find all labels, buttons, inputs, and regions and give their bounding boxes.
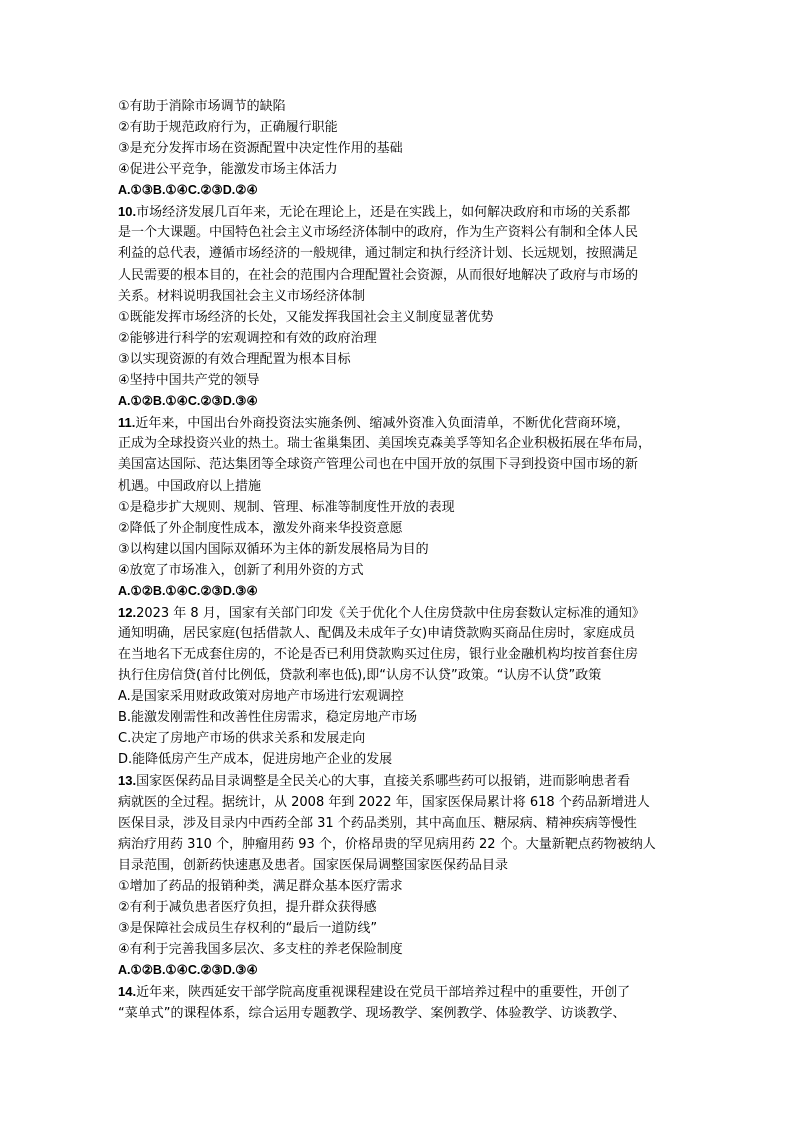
- q12-stem-line-2: 通知明确，居民家庭(包括借款人、配偶及未成年子女)申请贷款购买商品住房时，家庭成员: [118, 625, 636, 641]
- q11-option-3: ③以构建以国内国际双循环为主体的新发展格局为目的: [118, 541, 429, 557]
- q10-option-2: ②能够进行科学的宏观调控和有效的政府治理: [118, 330, 377, 346]
- q11-choices: A.①②B.①④C.②③D.③④: [118, 583, 258, 598]
- q9-option-1: ①有助于消除市场调节的缺陷: [118, 99, 286, 114]
- q13-choices: A.①②B.①④C.②③D.③④: [118, 963, 258, 978]
- q9-option-3: ③是充分发挥市场在资源配置中决定性作用的基础: [118, 141, 403, 156]
- q11-stem-line-1: [118, 412, 688, 433]
- q12-stem-text-1: 2023 年 8 月，国家有关部门印发《关于优化个人住房贷款中住房套数认定标准的通知》: [136, 605, 645, 621]
- q14-number: 14.: [118, 984, 137, 1000]
- q12-number: 12.: [118, 604, 137, 620]
- q12-option-c: C.决定了房地产市场的供求关系和发展走向: [118, 731, 366, 747]
- q11-number: 11.: [118, 414, 136, 430]
- q13-option-4: ④有利于完善我国多层次、多支柱的养老保险制度: [118, 942, 403, 958]
- q10-stem-line-3: 利益的总代表，遵循市场经济的一般规律，通过制定和执行经济计划、长远规划，按照满足: [118, 246, 639, 262]
- q12-option-b: B.能激发刚需性和改善性住房需求，稳定房地产市场: [118, 710, 418, 726]
- q11-stem-text-1: 近年来，中国出台外商投资法实施条例、缩减外资准入负面清单，不断优化营商环境，: [135, 415, 630, 431]
- q13-stem-line-2: 病就医的全过程。据统计，从 2008 年到 2022 年，国家医保局累计将 618 个药品新增进人: [118, 794, 650, 810]
- q11-stem-line-4: 机遇。中国政府以上措施: [118, 478, 262, 494]
- q11-option-4: ④放宽了市场准入，创新了利用外资的方式: [118, 562, 364, 578]
- q11-stem-line-3: 美国富达国际、范达集团等全球资产管理公司也在中国开放的氛围下寻到投资中国市场的新: [118, 457, 639, 473]
- q13-option-1: ①增加了药品的报销种类，满足群众基本医疗需求: [118, 879, 403, 895]
- q12-option-a: A.是国家采用财政政策对房地产市场进行宏观调控: [118, 689, 404, 705]
- q12-stem-line-3: 在当地名下无成套住房的，不论是否已利用贷款购买过住房，银行业金融机构均按首套住房: [118, 647, 639, 663]
- q10-stem-text-1: 市场经济发展几百年来，无论在理论上，还是在实践上，如何解决政府和市场的关系都: [136, 205, 631, 220]
- q9-option-2: ②有助于规范政府行为，正确履行职能: [118, 120, 338, 135]
- q10-stem-line-2: 是一个大课题。中国特色社会主义市场经济体制中的政府，作为生产资料公有制和全体人民: [118, 225, 639, 241]
- q10-stem-line-4: 人民需要的根本目的，在社会的范围内合理配置社会资源，从而很好地解决了政府与市场的: [118, 267, 639, 283]
- q13-number: 13.: [118, 773, 137, 789]
- q13-stem-line-5: 目录范围，创新药快速惠及患者。国家医保局调整国家医保药品目录: [118, 858, 509, 874]
- q10-choices: A.①②B.①④C.②③D.③④: [118, 393, 258, 408]
- q10-stem-line-5: 关系。材料说明我国社会主义市场经济体制: [118, 288, 366, 304]
- q12-stem-line-4: 执行住房信贷(首付比例低，贷款利率也低),即“认房不认贷”政策。“认房不认贷”政策: [118, 668, 602, 684]
- q11-option-1: ①是稳步扩大规则、规制、管理、标准等制度性开放的表现: [118, 499, 455, 515]
- q13-stem-line-3: 医保目录，涉及目录内中西药全部 31 个药品类别，其中高血压、糖尿病、精神疾病等慢性: [118, 815, 637, 831]
- q14-stem-text-1: 近年来，陕西延安干部学院高度重视课程建设在党员干部培养过程中的重要性，开创了: [136, 985, 631, 1001]
- q13-stem-text-1: 国家医保药品目录调整是全民关心的大事，直接关系哪些药可以报销，进而影响患者看: [136, 774, 631, 790]
- q9-choices: A.①③B.①④C.②③D.②④: [118, 183, 258, 197]
- q13-option-2: ②有利于减负患者医疗负担，提升群众获得感: [118, 900, 377, 916]
- page-content: [118, 96, 688, 1024]
- q10-number: 10.: [118, 204, 137, 219]
- q10-option-4: ④坚持中国共产党的领导: [118, 372, 260, 388]
- q13-stem-line-4: 病治疗用药 310 个，肿瘤用药 93 个，价格昂贵的罕见病用药 22 个。大量新靶点药物被纳人: [118, 837, 656, 852]
- q10-option-1: ①既能发挥市场经济的长处，又能发挥我国社会主义制度显著优势: [118, 309, 494, 325]
- q13-option-3: ③是保障社会成员生存权利的“最后一道防线”: [118, 921, 378, 937]
- q12-option-d: D.能降低房产生产成本，促进房地产企业的发展: [118, 752, 393, 768]
- q10-stem-line-1: [118, 201, 688, 222]
- q10-option-3: ③以实现资源的有效合理配置为根本目标: [118, 351, 351, 367]
- q11-stem-line-2: 正成为全球投资兴业的热土。瑞士雀巢集团、美国埃克森美孚等知名企业积极拓展在华布局，: [118, 436, 652, 452]
- q14-stem-line-1: [118, 981, 688, 1002]
- q13-stem-line-1: [118, 770, 688, 791]
- q12-stem-line-1: [118, 602, 688, 623]
- q9-option-4: ④促进公平竞争，能激发市场主体活力: [118, 162, 338, 177]
- q11-option-2: ②降低了外企制度性成本，激发外商来华投资意愿: [118, 520, 403, 536]
- q14-stem-line-2: “菜单式”的课程体系，综合运用专题教学、现场教学、案例教学、体验教学、访谈教学、: [118, 1005, 626, 1021]
